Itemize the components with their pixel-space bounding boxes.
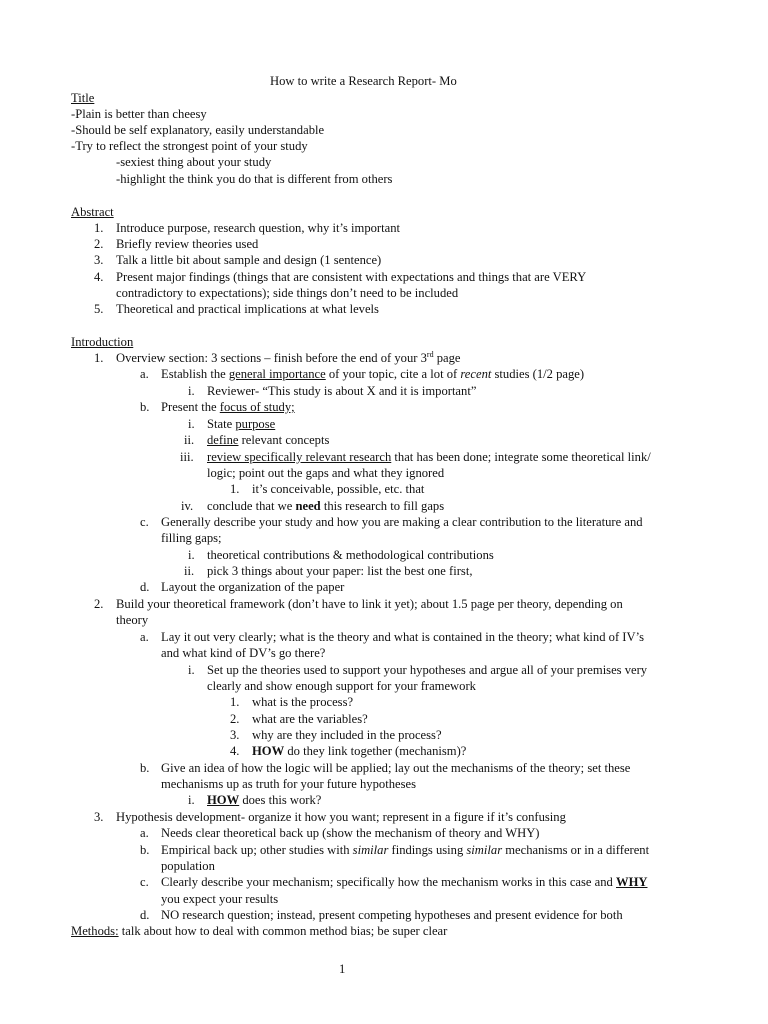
list-item: pick 3 things about your paper: list the best one first,	[207, 564, 473, 578]
list-item-continuation: and what kind of DV’s go there?	[161, 646, 326, 660]
list-item: Lay it out very clearly; what is the theory and what is contained in the theory; what kind of IV’s	[161, 630, 644, 644]
list-item: Generally describe your study and how you are making a clear contribution to the literature and	[161, 515, 643, 529]
list-roman: i.	[188, 384, 195, 398]
list-item: Hypothesis development- organize it how you want; represent in a figure if it’s confusing	[116, 810, 566, 824]
methods-line: Methods: talk about how to deal with common method bias; be super clear	[71, 924, 448, 938]
list-item-continuation: mechanisms up as truth for your future hypotheses	[161, 777, 416, 791]
list-item: State purpose	[207, 417, 276, 431]
list-letter: b.	[140, 400, 150, 414]
list-roman: i.	[188, 793, 195, 807]
section-heading-abstract: Abstract	[71, 205, 114, 219]
title-line: -Plain is better than cheesy	[71, 107, 207, 121]
list-item: Clearly describe your mechanism; specifically how the mechanism works in this case and WHY	[161, 875, 648, 889]
list-number: 1.	[94, 351, 104, 365]
list-item: Theoretical and practical implications at what levels	[116, 302, 379, 316]
list-item: Introduce purpose, research question, why it’s important	[116, 221, 400, 235]
list-item: Build your theoretical framework (don’t have to link it yet); about 1.5 page per theory, depending on	[116, 597, 623, 611]
list-letter: a.	[140, 630, 149, 644]
list-item: what are the variables?	[252, 712, 368, 726]
list-item: HOW do they link together (mechanism)?	[252, 744, 467, 758]
list-number: 5.	[94, 302, 104, 316]
list-letter: d.	[140, 580, 150, 594]
list-roman: i.	[188, 548, 195, 562]
list-item: Present major findings (things that are consistent with expectations and things that are VERY	[116, 270, 587, 284]
list-item-continuation: filling gaps;	[161, 531, 222, 545]
list-item: Give an idea of how the logic will be applied; lay out the mechanisms of the theory; set these	[161, 761, 631, 775]
section-heading-introduction: Introduction	[71, 335, 134, 349]
list-item: define relevant concepts	[207, 433, 330, 447]
list-letter: b.	[140, 843, 150, 857]
list-item-continuation: theory	[116, 613, 149, 627]
title-line: -highlight the think you do that is different from others	[116, 172, 393, 186]
list-roman: iii.	[180, 450, 194, 464]
list-item: conclude that we need this research to fill gaps	[207, 499, 445, 513]
doc-title: How to write a Research Report- Mo	[270, 74, 457, 88]
list-item-continuation: clearly and show enough support for your framework	[207, 679, 476, 693]
list-item-continuation: logic; point out the gaps and what they ignored	[207, 466, 445, 480]
list-letter: a.	[140, 367, 149, 381]
list-item-continuation: contradictory to expectations); side things don’t need to be included	[116, 286, 459, 300]
list-letter: c.	[140, 875, 149, 889]
list-number: 2.	[94, 597, 104, 611]
section-heading-title: Title	[71, 91, 95, 105]
list-number: 3.	[94, 810, 104, 824]
list-item: Set up the theories used to support your hypotheses and argue all of your premises very	[207, 663, 648, 677]
list-item: Briefly review theories used	[116, 237, 259, 251]
list-item-continuation: you expect your results	[161, 892, 279, 906]
list-letter: b.	[140, 761, 150, 775]
list-number: 3.	[94, 253, 104, 267]
page-number: 1	[339, 962, 346, 976]
list-roman: ii.	[184, 433, 195, 447]
list-roman: ii.	[184, 564, 195, 578]
list-item: Empirical back up; other studies with similar findings using similar mechanisms or in a different	[161, 843, 650, 857]
list-letter: c.	[140, 515, 149, 529]
list-item: review specifically relevant research that has been done; integrate some theoretical link/	[207, 450, 651, 464]
title-line: -Try to reflect the strongest point of your study	[71, 139, 308, 153]
list-number: 1.	[94, 221, 104, 235]
list-number: 1.	[230, 482, 240, 496]
list-item: Needs clear theoretical back up (show the mechanism of theory and WHY)	[161, 826, 540, 840]
list-item: Establish the general importance of your topic, cite a lot of recent studies (1/2 page)	[161, 367, 585, 381]
title-line: -Should be self explanatory, easily understandable	[71, 123, 325, 137]
list-number: 1.	[230, 695, 240, 709]
list-item: Reviewer- “This study is about X and it is important”	[207, 384, 477, 398]
list-item: Talk a little bit about sample and design (1 sentence)	[116, 253, 382, 267]
list-item: what is the process?	[252, 695, 354, 709]
list-item: theoretical contributions & methodological contributions	[207, 548, 494, 562]
list-item: Present the focus of study;	[161, 400, 295, 414]
list-number: 3.	[230, 728, 240, 742]
list-item: it’s conceivable, possible, etc. that	[252, 482, 425, 496]
list-item: HOW does this work?	[207, 793, 322, 807]
list-item-continuation: population	[161, 859, 215, 873]
list-letter: a.	[140, 826, 149, 840]
list-item: Layout the organization of the paper	[161, 580, 345, 594]
list-roman: iv.	[181, 499, 194, 513]
list-item: NO research question; instead, present competing hypotheses and present evidence for both	[161, 908, 623, 922]
title-line: -sexiest thing about your study	[116, 155, 272, 169]
list-item: why are they included in the process?	[252, 728, 442, 742]
list-letter: d.	[140, 908, 150, 922]
list-number: 2.	[94, 237, 104, 251]
list-number: 4.	[230, 744, 240, 758]
list-roman: i.	[188, 663, 195, 677]
list-number: 4.	[94, 270, 104, 284]
list-item: Overview section: 3 sections – finish before the end of your 3rd page	[116, 349, 461, 365]
list-number: 2.	[230, 712, 240, 726]
section-heading-methods: Methods:	[71, 924, 119, 938]
list-roman: i.	[188, 417, 195, 431]
